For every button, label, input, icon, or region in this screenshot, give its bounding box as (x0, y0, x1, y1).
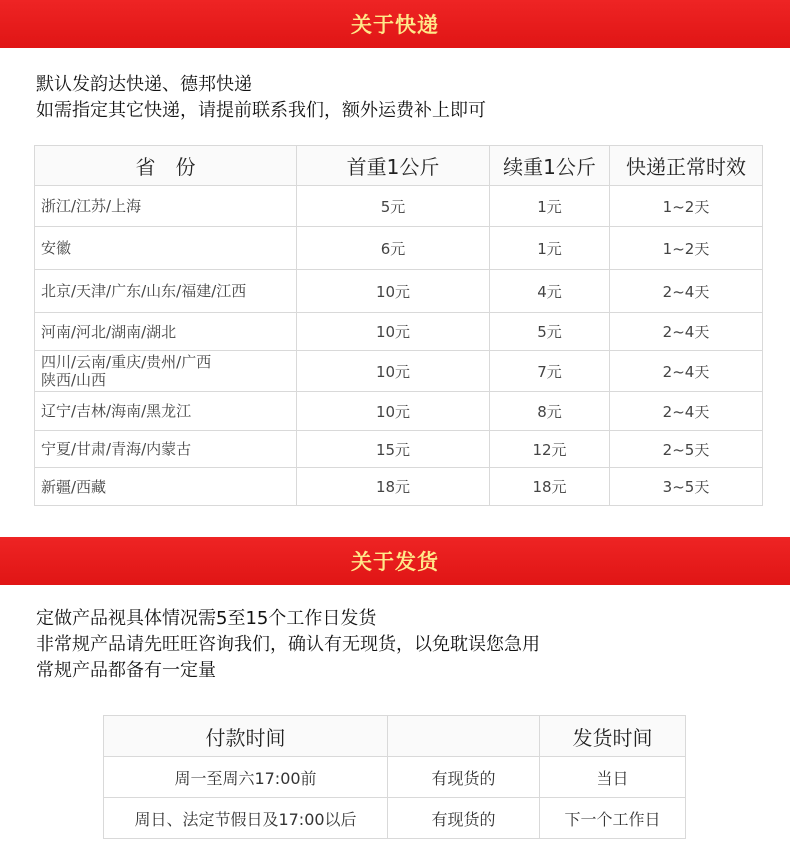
dispatch-note: 定做产品视具体情况需5至15个工作日发货 (36, 608, 377, 629)
delivery-time-cell: 3~5天 (610, 468, 763, 506)
extra-weight-cell: 12元 (490, 431, 610, 468)
region-cell: 四川/云南/重庆/贵州/广西 陕西/山西 (35, 351, 297, 392)
table-header-row (35, 146, 763, 186)
express-notes (36, 72, 486, 124)
delivery-time-cell: 2~5天 (610, 431, 763, 468)
first-weight-cell: 10元 (297, 313, 490, 351)
table-row (35, 431, 763, 468)
table-row (35, 270, 763, 313)
ship-time-cell: 当日 (540, 757, 686, 798)
shipping-rate-table (34, 145, 763, 506)
table-row (104, 798, 686, 839)
dispatch-note: 常规产品都备有一定量 (36, 660, 216, 681)
first-weight-cell: 18元 (297, 468, 490, 506)
express-note: 如需指定其它快递，请提前联系我们，额外运费补上即可 (36, 100, 486, 121)
express-banner (0, 0, 790, 48)
header-extra-weight: 续重1公斤 (490, 146, 610, 186)
express-banner-title: 关于快递 (351, 13, 439, 37)
delivery-time-cell: 2~4天 (610, 270, 763, 313)
extra-weight-cell: 4元 (490, 270, 610, 313)
first-weight-cell: 10元 (297, 270, 490, 313)
stock-cell: 有现货的 (388, 798, 540, 839)
payment-time-cell: 周日、法定节假日及17:00以后 (104, 798, 388, 839)
ship-time-cell: 下一个工作日 (540, 798, 686, 839)
table-row (104, 757, 686, 798)
header-ship-time: 发货时间 (540, 716, 686, 757)
table-row (35, 392, 763, 431)
header-province: 省 份 (35, 146, 297, 186)
table-row (35, 468, 763, 506)
table-header-row (104, 716, 686, 757)
region-cell: 宁夏/甘肃/青海/内蒙古 (35, 431, 297, 468)
first-weight-cell: 15元 (297, 431, 490, 468)
header-first-weight: 首重1公斤 (297, 146, 490, 186)
header-stock-blank (388, 716, 540, 757)
table-row (35, 351, 763, 392)
dispatch-time-table (103, 715, 686, 839)
table-row (35, 186, 763, 227)
dispatch-banner-title: 关于发货 (351, 550, 439, 574)
region-cell: 浙江/江苏/上海 (35, 186, 297, 227)
extra-weight-cell: 1元 (490, 227, 610, 270)
extra-weight-cell: 7元 (490, 351, 610, 392)
extra-weight-cell: 18元 (490, 468, 610, 506)
delivery-time-cell: 1~2天 (610, 227, 763, 270)
extra-weight-cell: 8元 (490, 392, 610, 431)
first-weight-cell: 10元 (297, 351, 490, 392)
header-payment-time: 付款时间 (104, 716, 388, 757)
delivery-time-cell: 1~2天 (610, 186, 763, 227)
region-cell: 北京/天津/广东/山东/福建/江西 (35, 270, 297, 313)
table-row (35, 313, 763, 351)
payment-time-cell: 周一至周六17:00前 (104, 757, 388, 798)
extra-weight-cell: 5元 (490, 313, 610, 351)
extra-weight-cell: 1元 (490, 186, 610, 227)
header-delivery-time: 快递正常时效 (610, 146, 763, 186)
delivery-time-cell: 2~4天 (610, 313, 763, 351)
table-row (35, 227, 763, 270)
first-weight-cell: 5元 (297, 186, 490, 227)
region-cell: 新疆/西藏 (35, 468, 297, 506)
first-weight-cell: 6元 (297, 227, 490, 270)
first-weight-cell: 10元 (297, 392, 490, 431)
delivery-time-cell: 2~4天 (610, 351, 763, 392)
region-cell: 辽宁/吉林/海南/黑龙江 (35, 392, 297, 431)
delivery-time-cell: 2~4天 (610, 392, 763, 431)
dispatch-banner (0, 537, 790, 585)
dispatch-note: 非常规产品请先旺旺咨询我们，确认有无现货，以免耽误您急用 (36, 634, 540, 655)
express-note: 默认发韵达快递、德邦快递 (36, 74, 252, 95)
stock-cell: 有现货的 (388, 757, 540, 798)
region-cell: 河南/河北/湖南/湖北 (35, 313, 297, 351)
region-cell: 安徽 (35, 227, 297, 270)
dispatch-notes (36, 606, 540, 684)
